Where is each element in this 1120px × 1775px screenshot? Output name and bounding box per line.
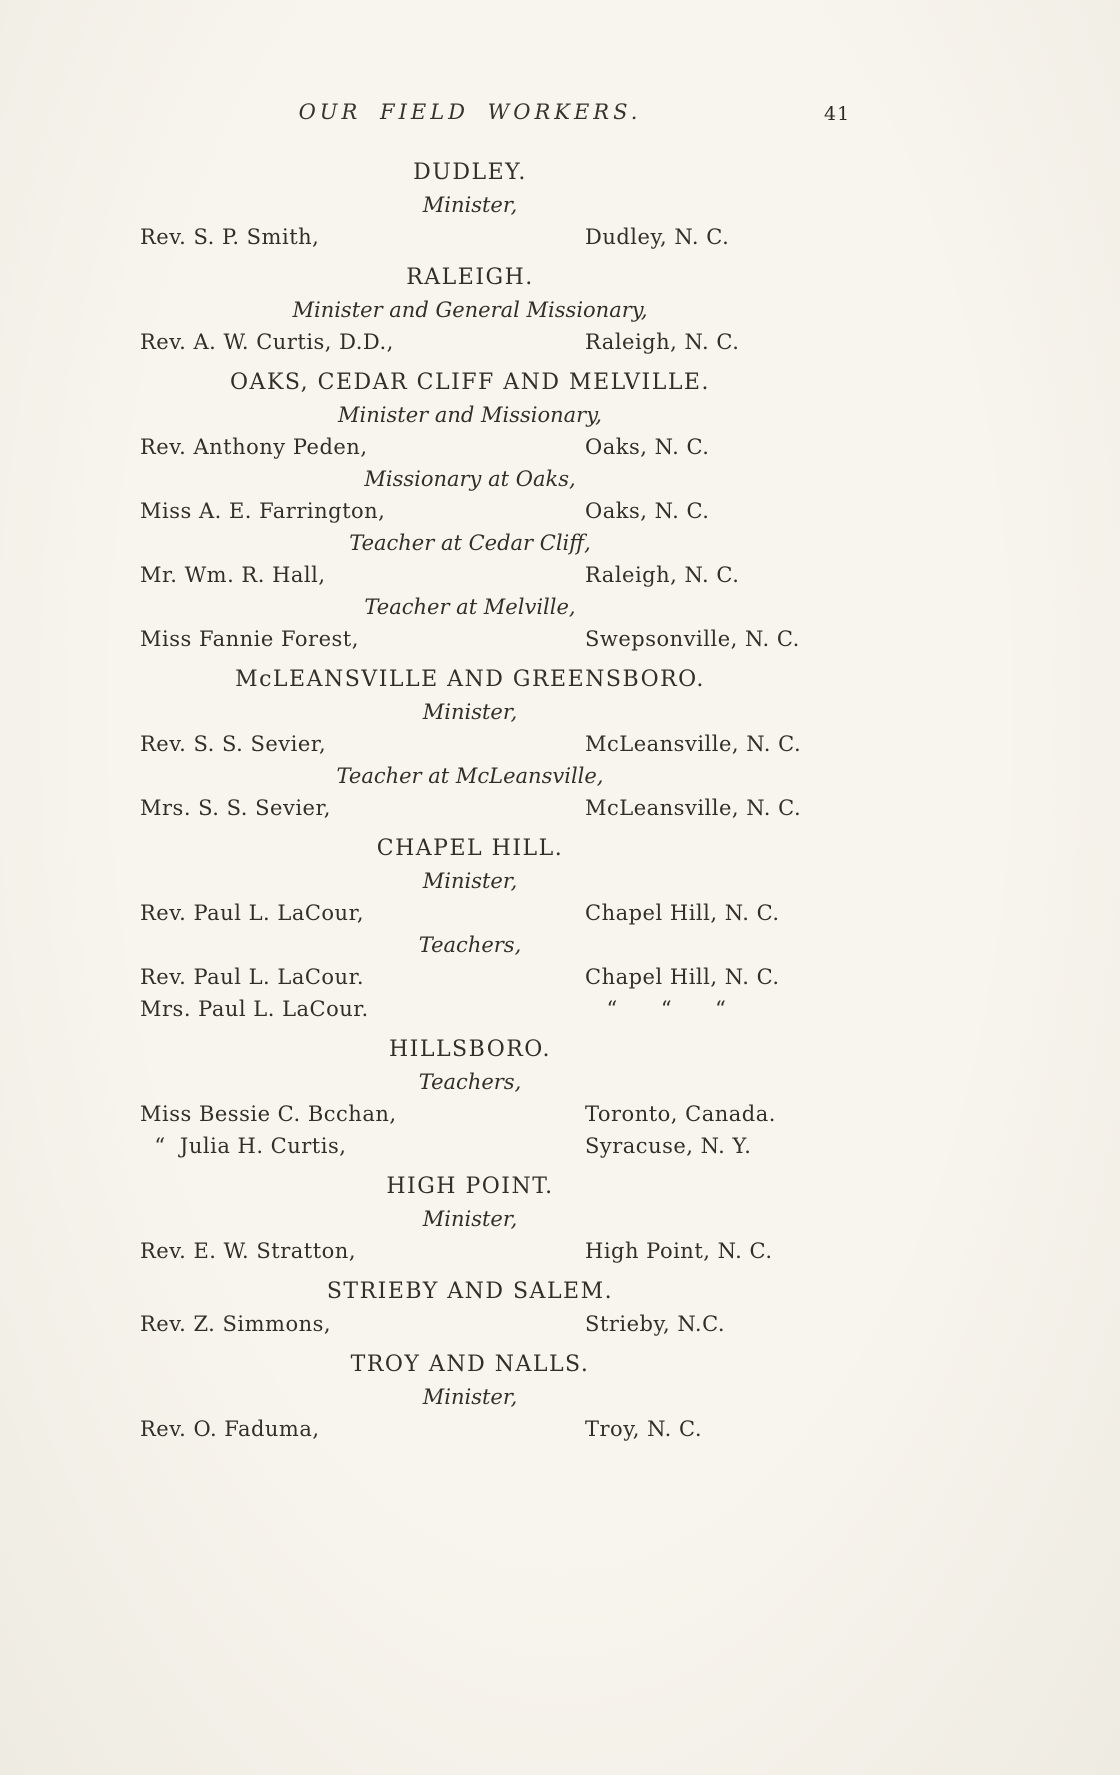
person-row <box>140 1308 800 1340</box>
person-location: High Point, N. C. <box>585 1239 773 1263</box>
page-header <box>140 100 800 124</box>
person-location: “ “ “ <box>585 997 727 1021</box>
person-row <box>140 1130 800 1162</box>
person-location: McLeansville, N. C. <box>585 732 802 756</box>
person-location: Raleigh, N. C. <box>585 563 740 587</box>
role-line: Minister, <box>422 869 518 893</box>
person-location: Strieby, N.C. <box>585 1312 726 1336</box>
person-name: Mrs. S. S. Sevier, <box>140 796 331 820</box>
person-row <box>140 326 800 358</box>
section-heading: McLEANSVILLE AND GREENSBORO. <box>235 667 705 692</box>
person-row <box>140 993 800 1025</box>
running-title: OUR FIELD WORKERS. <box>298 100 642 124</box>
role-line: Minister and Missionary, <box>338 403 602 427</box>
person-name: Miss Fannie Forest, <box>140 627 359 651</box>
section-heading: OAKS, CEDAR CLIFF AND MELVILLE. <box>230 370 710 395</box>
role-line: Teacher at McLeansville, <box>336 764 604 788</box>
person-name: Rev. S. P. Smith, <box>140 225 320 249</box>
section-heading: DUDLEY. <box>413 160 527 185</box>
role-line: Minister, <box>422 193 518 217</box>
person-location: Swepsonville, N. C. <box>585 627 800 651</box>
section-heading: TROY AND NALLS. <box>350 1352 590 1377</box>
section <box>140 664 800 824</box>
section-heading: STRIEBY AND SALEM. <box>326 1279 614 1304</box>
role-line: Minister, <box>422 1385 518 1409</box>
person-row <box>140 961 800 993</box>
role-line: Missionary at Oaks, <box>364 467 576 491</box>
section <box>140 1171 800 1267</box>
person-row <box>140 221 800 253</box>
section <box>140 1034 800 1162</box>
person-name: Miss A. E. Farrington, <box>140 499 386 523</box>
role-line: Teachers, <box>418 933 522 957</box>
person-location: Chapel Hill, N. C. <box>585 901 780 925</box>
person-name: Rev. O. Faduma, <box>140 1417 320 1441</box>
person-row <box>140 792 800 824</box>
person-row <box>140 1235 800 1267</box>
role-line: Teacher at Cedar Cliff, <box>349 531 591 555</box>
person-row <box>140 1098 800 1130</box>
section-heading: HIGH POINT. <box>386 1174 554 1199</box>
section <box>140 833 800 1025</box>
role-line: Minister, <box>422 700 518 724</box>
person-name: Rev. A. W. Curtis, D.D., <box>140 330 394 354</box>
person-location: Toronto, Canada. <box>585 1102 776 1126</box>
sections-container <box>140 148 800 1445</box>
person-location: Troy, N. C. <box>585 1417 702 1441</box>
section <box>140 157 800 253</box>
person-name: Rev. E. W. Stratton, <box>140 1239 357 1263</box>
person-location: Chapel Hill, N. C. <box>585 965 780 989</box>
person-name: Mr. Wm. R. Hall, <box>140 563 326 587</box>
section <box>140 1349 800 1445</box>
role-line: Minister and General Missionary, <box>292 298 648 322</box>
person-row <box>140 559 800 591</box>
person-location: Oaks, N. C. <box>585 435 710 459</box>
section <box>140 262 800 358</box>
person-name: Rev. Paul L. LaCour. <box>140 965 364 989</box>
section-heading: RALEIGH. <box>406 265 534 290</box>
person-name: Rev. Z. Simmons, <box>140 1312 332 1336</box>
person-location: Syracuse, N. Y. <box>585 1134 752 1158</box>
person-row <box>140 728 800 760</box>
person-row <box>140 623 800 655</box>
section-heading: HILLSBORO. <box>388 1037 552 1062</box>
person-row <box>140 1413 800 1445</box>
section <box>140 367 800 655</box>
person-name: Rev. S. S. Sevier, <box>140 732 327 756</box>
person-location: Oaks, N. C. <box>585 499 710 523</box>
person-name: Rev. Anthony Peden, <box>140 435 368 459</box>
person-name: Miss Bessie C. Bcchan, <box>140 1102 397 1126</box>
person-name: Mrs. Paul L. LaCour. <box>140 997 369 1021</box>
person-row <box>140 897 800 929</box>
person-name: Rev. Paul L. LaCour, <box>140 901 364 925</box>
section <box>140 1276 800 1340</box>
page-number: 41 <box>824 103 851 125</box>
person-location: Raleigh, N. C. <box>585 330 740 354</box>
role-line: Minister, <box>422 1207 518 1231</box>
person-location: Dudley, N. C. <box>585 225 730 249</box>
role-line: Teachers, <box>418 1070 522 1094</box>
role-line: Teacher at Melville, <box>364 595 576 619</box>
person-name: “ Julia H. Curtis, <box>140 1134 347 1158</box>
person-row <box>140 431 800 463</box>
section-heading: CHAPEL HILL. <box>376 836 564 861</box>
person-location: McLeansville, N. C. <box>585 796 802 820</box>
person-row <box>140 495 800 527</box>
